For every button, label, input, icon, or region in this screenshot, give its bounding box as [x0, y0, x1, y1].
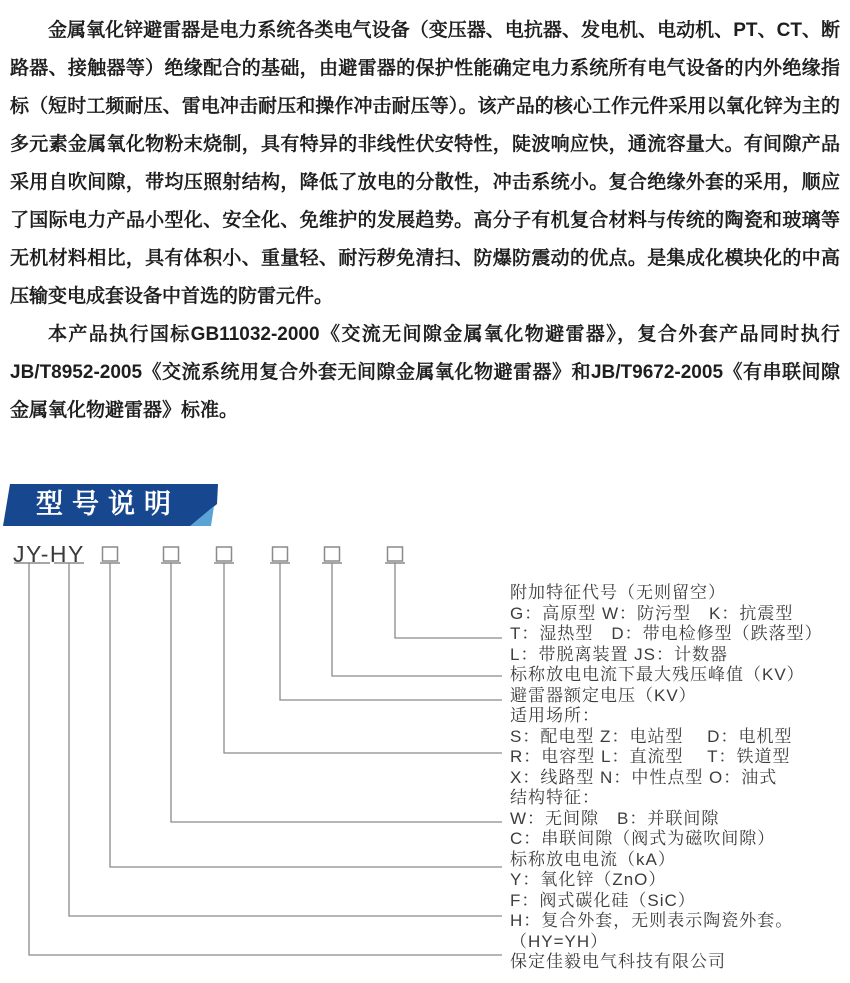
- legend-line: R：电容型 L：直流型 T：铁道型: [510, 747, 791, 766]
- legend-line-company: 保定佳毅电气科技有限公司: [510, 952, 726, 971]
- model-legend: [510, 583, 850, 973]
- legend-line: 附加特征代号（无则留空）: [510, 583, 726, 602]
- legend-line: S：配电型 Z：电站型 D：电机型: [510, 726, 793, 746]
- legend-line: 标称放电电流（kA）: [510, 849, 676, 869]
- legend-line: 标称放电电流下最大残压峰值（KV）: [510, 665, 805, 684]
- model-placeholder-box-2: [164, 547, 179, 561]
- legend-line: 适用场所：: [510, 706, 600, 725]
- model-placeholder-box-6: [388, 547, 403, 561]
- connector-box4: [280, 563, 502, 700]
- legend-line: X：线路型 N：中性点型 O：油式: [510, 767, 778, 787]
- connector-box5: [332, 563, 502, 676]
- legend-line: H：复合外套，无则表示陶瓷外套。: [510, 911, 794, 930]
- legend-line: 避雷器额定电压（KV）: [510, 685, 697, 705]
- intro-paragraph-2: 本产品执行国标GB11032-2000《交流无间隙金属氧化物避雷器》，复合外套产品同时执行JB/T8952-2005《交流系统用复合外套无间隙金属氧化物避雷器》和JB/T9672-2005《有串联间隙金属氧化物避雷器》标准。: [10, 324, 840, 421]
- legend-line: T：湿热型 D：带电检修型（跌落型）: [510, 624, 823, 643]
- model-placeholder-box-5: [325, 547, 340, 561]
- intro-paragraph-1: 金属氧化锌避雷器是电力系统各类电气设备（变压器、电抗器、发电机、电动机、PT、CT、断路器、接触器等）绝缘配合的基础，由避雷器的保护性能确定电力系统所有电气设备的内外绝缘指标（短时工频耐压、雷电冲击耐压和操作冲击耐压等）。该产品的核心工作元件采用以氧化锌为主的多元素金属氧化物粉末烧制，具有特异的非线性伏安特性，陡波响应快，通流容量大。有间隙产品采用自吹间隙，带均压照射结构，降低了放电的分散性，冲击系统小。复合绝缘外套的采用，顺应了国际电力产品小型化、安全化、免维护的发展趋势。高分子有机复合材料与传统的陶瓷和玻璃等无机材料相比，具有体积小、重量轻、耐污秽免清扫、防爆防震动的优点。是集成化模块化的中高压输变电成套设备中首选的防雷元件。: [10, 20, 840, 307]
- model-placeholder-box-3: [217, 547, 232, 561]
- model-placeholder-boxes: [103, 547, 403, 561]
- connector-box3: [224, 563, 502, 753]
- legend-line: G：高原型 W：防污型 K：抗震型: [510, 603, 794, 623]
- legend-line: C：串联间隙（阀式为磁吹间隙）: [510, 829, 776, 848]
- section-banner: [0, 480, 230, 530]
- legend-line: （HY=YH）: [510, 931, 609, 951]
- model-placeholder-box-4: [273, 547, 288, 561]
- legend-line: F：阀式碳化硅（SiC）: [510, 890, 696, 910]
- legend-line: W：无间隙 B：并联间隙: [510, 808, 720, 828]
- connector-hy: [69, 563, 502, 916]
- legend-line: Y：氧化锌（ZnO）: [510, 870, 667, 889]
- connector-jy: [29, 563, 502, 955]
- legend-line: L：带脱离装置 JS：计数器: [510, 644, 729, 664]
- section-title: 型号说明: [36, 489, 180, 519]
- intro-section: [10, 12, 840, 430]
- model-prefix: JY-HY: [13, 541, 85, 567]
- model-placeholder-box-1: [103, 547, 118, 561]
- model-connectors: [29, 563, 502, 955]
- legend-line: 结构特征：: [510, 788, 600, 807]
- connector-box6: [395, 563, 502, 638]
- connector-box2: [171, 563, 502, 822]
